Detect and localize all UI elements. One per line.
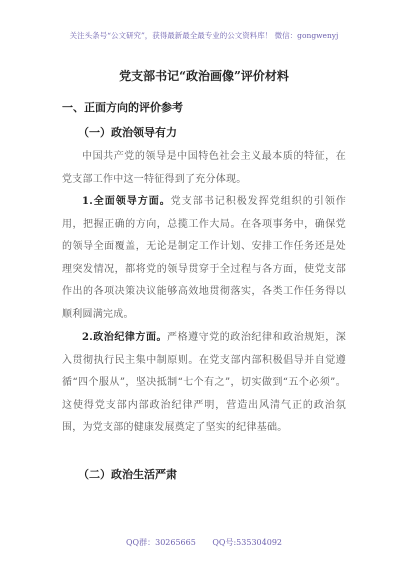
paragraph-body: 党支部书记积极发挥党组织的引领作用，把握正确的方向，总揽工作大局。在各项事务中，确保党的领导全面覆盖，无论是制定工作计划、安排工作任务还是处理突发情况，都将党的领导贯穿于全过程与各方面，使党支部作出的各项决策决议能够高效地贯彻落实，各类工作任务得以顺利圆满完成。 [62,196,346,320]
paragraph-leadership [62,191,346,327]
section-heading-1: 一、正面方向的评价参考 [62,101,183,114]
header-banner: 关注头条号“公文研究”，获得最新最全最专业的公文资料库！ 微信：gongwenyj [69,31,339,40]
subsection-heading-2: （二）政治生活严肃 [78,468,177,481]
intro-paragraph: 中国共产党的领导是中国特色社会主义最本质的特征，在党支部工作中这一特征得到了充分体现。 [62,151,346,185]
subsection-heading-1: （一）政治领导有力 [78,126,177,139]
document-title: 党支部书记“政治画像”评价材料 [119,69,289,83]
paragraph-body: 严格遵守党的政治纪律和政治规矩，深入贯彻执行民主集中制原则。在党支部内部积极倡导并自觉遵循“四个服从”，坚决抵制“七个有之”，切实做到“五个必须”。这使得党支部内部政治纪律严明，营造出风清气正的政治氛围，为党支部的健康发展奠定了坚实的纪律基础。 [62,332,346,434]
footer-qq-group: QQ群：30265665 [125,538,196,547]
footer-qq-number: QQ号:535304092 [212,538,282,547]
paragraph-discipline [62,327,346,440]
paragraph-lead: 1.全面领导方面。 [82,196,171,207]
paragraph-lead: 2.政治纪律方面。 [82,332,168,343]
footer-contacts [0,537,408,548]
